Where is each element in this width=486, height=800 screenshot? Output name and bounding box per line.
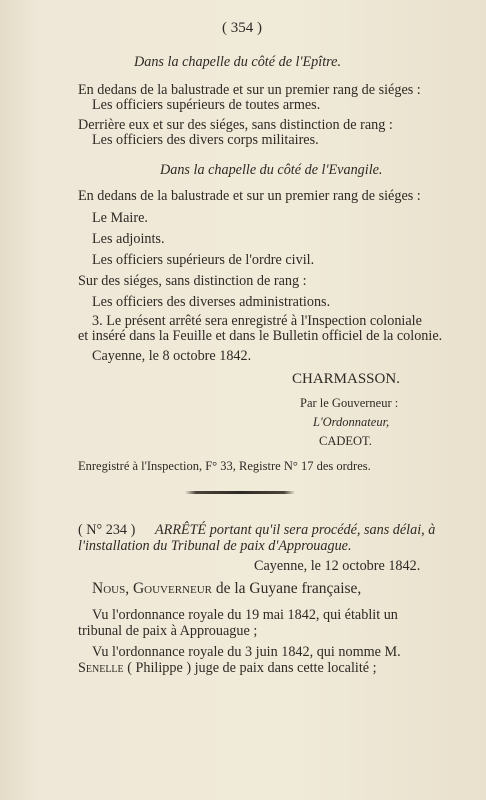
arrete-date: Cayenne, le 12 octobre 1842. [254,558,421,574]
ordonnateur-title: L'Ordonnateur, [313,415,390,429]
registration-note: Enregistré à l'Inspection, F° 33, Registre N° 17 des ordres. [78,459,371,473]
section-heading-epitre: Dans la chapelle du côté de l'Epître. [134,54,341,70]
text-line: Les officiers supérieurs de l'ordre civil. [92,252,315,268]
text-line: En dedans de la balustrade et sur un premier rang de siéges : [78,82,421,98]
arrete-title-line-1: ARRÊTÉ portant qu'il sera procédé, sans délai, à [155,522,436,538]
text-line: Sur des siéges, sans distinction de rang : [78,273,307,289]
vu-2-line-1: Vu l'ordonnance royale du 3 juin 1842, qui nomme M. [92,644,401,660]
signature-ordonnateur: CADEOT. [319,434,372,448]
par-le-gouverneur: Par le Gouverneur : [300,396,399,410]
vu-1-line-2: tribunal de paix à Approuague ; [78,623,258,639]
section-heading-evangile: Dans la chapelle du côté de l'Evangile. [160,162,383,178]
arrete-number: ( N° 234 ) [78,522,136,538]
nous-gouverneur-line [92,580,361,597]
text-line: Les officiers supérieurs de toutes armes. [92,97,321,113]
date-place: Cayenne, le 8 octobre 1842. [92,348,252,364]
signature-governor: CHARMASSON. [292,371,400,387]
gouverneur-word: Gouverneur [132,580,212,597]
guyane-text: de la Guyane française, [211,580,362,597]
nous-word: Nous, [92,580,133,597]
arrete-title-line-2: l'installation du Tribunal de paix d'Approuague. [78,538,352,554]
separator-rule [185,491,295,494]
page-number: ( 354 ) [222,20,262,36]
vu-2-line-2 [78,660,377,677]
text-line: Derrière eux et sur des siéges, sans distinction de rang : [78,117,393,133]
text-line: Les adjoints. [92,231,165,247]
text-line: Le Maire. [92,210,148,226]
vu-1-line-1: Vu l'ordonnance royale du 19 mai 1842, qui établit un [92,607,398,623]
senelle-name: Senelle [78,660,124,676]
text-line: Les officiers des diverses administrations. [92,294,331,310]
text-line: Les officiers des divers corps militaires. [92,132,319,148]
vu-2-rest: ( Philippe ) juge de paix dans cette localité ; [123,660,377,676]
article-3-line-1: 3. Le présent arrêté sera enregistré à l'Inspection coloniale [92,313,422,329]
text-line: En dedans de la balustrade et sur un premier rang de siéges : [78,188,421,204]
article-3-line-2: et inséré dans la Feuille et dans le Bulletin officiel de la colonie. [78,328,443,344]
